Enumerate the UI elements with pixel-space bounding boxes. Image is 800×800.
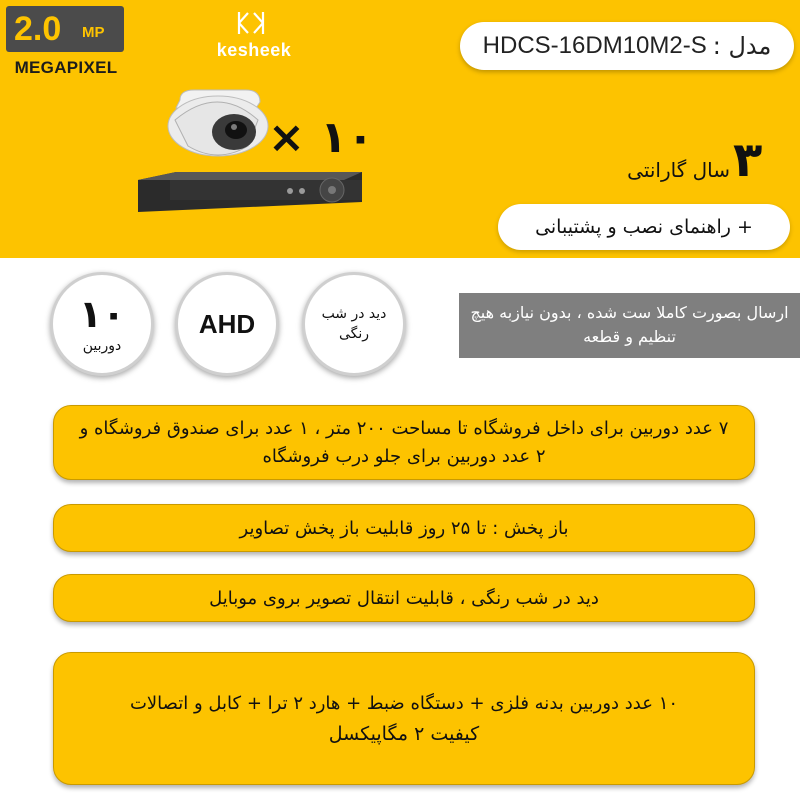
- megapixel-value: 2.0: [14, 10, 62, 48]
- model-value: HDCS-16DM10M2-S: [482, 32, 707, 59]
- night-vision-circle: [302, 272, 406, 376]
- camera-count-number: ۱۰: [78, 292, 126, 336]
- dome-camera-icon: [168, 90, 268, 156]
- kesheek-logo-icon: [236, 10, 266, 36]
- warranty-label: سال گارانتی: [627, 158, 730, 182]
- night-vision-label: دید در شب رنگی: [321, 306, 387, 342]
- feature-night-mobile: دید در شب رنگی ، قابلیت انتقال تصویر بروی موبایل: [53, 574, 755, 622]
- megapixel-unit: MP: [82, 24, 105, 41]
- dvr-recorder-icon: [138, 172, 362, 212]
- brand-name: kesheek: [216, 40, 292, 60]
- warranty-years: ۳: [733, 132, 763, 188]
- install-guide-pill: + راهنمای نصب و پشتیبانی: [498, 204, 790, 250]
- delivery-note: ارسال بصورت کاملا ست شده ، بدون نیازبه هیچ تنظیم و قطعه: [459, 293, 800, 358]
- megapixel-label: MEGAPIXEL: [14, 58, 118, 77]
- tech-circle: [175, 272, 279, 376]
- package-quality: کیفیت ۲ مگاپیکسل: [328, 722, 480, 745]
- megapixel-badge: [6, 6, 124, 52]
- feature-placement: ۷ عدد دوربین برای داخل فروشگاه تا مساحت ۲۰۰ متر ، ۱ عدد برای صندوق فروشگاه و ۲ عدد دوربین برای جلو درب فروشگاه: [53, 405, 755, 480]
- camera-count-circle: [50, 272, 154, 376]
- camera-count-label: دوربین: [82, 338, 122, 354]
- package-contents: ۱۰ عدد دوربین بدنه فلزی + دستگاه ضبط + هارد ۲ ترا + کابل و اتصالات: [129, 692, 679, 714]
- tech-label: AHD: [198, 308, 256, 339]
- model-label: مدل :: [712, 32, 772, 60]
- feature-playback: باز پخش : تا ۲۵ روز قابلیت باز پخش تصاویر: [53, 504, 755, 552]
- camera-quantity: × ۱۰: [268, 112, 374, 163]
- feature-package: [53, 652, 755, 785]
- model-pill: [460, 22, 794, 70]
